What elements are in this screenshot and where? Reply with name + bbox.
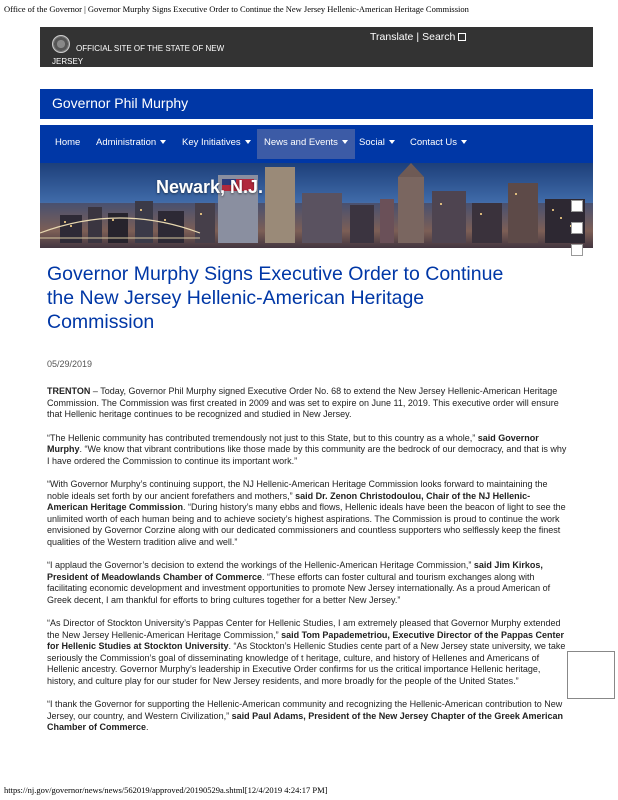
text: “As Director of Stockton University’s Pappas Center for Hellenic Studies, I am extremely pleased that Governor Murphy extended the New Jersey Hellenic-American Heritage Commission,” — [47, 618, 561, 640]
official-site-label[interactable] — [52, 40, 266, 66]
paragraph-1 — [47, 386, 567, 421]
article-date: 05/29/2019 — [47, 359, 93, 369]
text: “With Governor Murphy’s continuing support, the NJ Hellenic-American Heritage Commission looks forward to maintaining the noble ideals set forth by our ancient forefathers and mothers,” — [47, 479, 548, 501]
text: “I thank the Governor for supporting the Hellenic-American community and recognizing the Hellenic-American contribution to New Jersey, our country, and Western Civilization,” — [47, 699, 563, 721]
top-bar — [40, 27, 593, 67]
text: “I applaud the Governor’s decision to extend the workings of the Hellenic-American Heritage Commission,” — [47, 560, 474, 570]
skyline-image — [40, 163, 593, 248]
attribution: said Governor Murphy — [47, 432, 539, 454]
attribution: said Dr. Zenon Christodoulou, Chair of the NJ Hellenic-American Heritage Commission — [47, 490, 531, 512]
feedback-widget[interactable] — [567, 651, 615, 699]
state-seal-icon[interactable] — [52, 35, 70, 53]
text: . “These efforts can foster cultural and tourism exchanges along with facilitating economic development and investment opportunities to promote New Jersey internationally. As a proud American of Greek decent, I am thankful for efforts to bring cultures together for a better New Jersey.” — [47, 571, 551, 605]
text: . “We know that vibrant contributions like those made by this community are the bedrock of our democracy, and that is why I have ordered the Commission to continue its important work.” — [47, 444, 567, 466]
print-header: Office of the Governor | Governor Murphy Signs Executive Order to Continue the New Jersey Hellenic-American Heritage Commission — [4, 4, 469, 14]
nav-item-news-and-events[interactable] — [257, 129, 355, 159]
nav-item-administration[interactable] — [89, 129, 173, 159]
nav-item-contact-us[interactable] — [403, 129, 474, 159]
nav-item-home[interactable] — [48, 129, 87, 159]
search-link[interactable]: Search — [422, 31, 456, 43]
nav-label: Administration — [96, 137, 157, 148]
paragraph-6 — [47, 699, 567, 734]
nav-label: News and Events — [264, 137, 338, 148]
caret-down-icon — [160, 140, 166, 144]
banner-location: Newark, N.J. — [156, 177, 264, 197]
print-icon[interactable] — [571, 222, 583, 234]
text: – Today, Governor Phil Murphy signed Executive Order No. 68 to extend the New Jersey Hellenic-American Heritage Commission. The Commission was first created in 2009 and was set to expire on June 11, 2019. This executive order will ensure that Hellenic heritage continues to be recognized and studied in New Jersey. — [47, 386, 559, 419]
attribution: said Paul Adams, President of the New Jersey Chapter of the Greek American Chamber of Commerce — [47, 710, 564, 732]
nav-label: Home — [55, 137, 81, 148]
official-line-2: JERSEY — [52, 57, 84, 66]
text: . “As Stockton’s Hellenic Studies cente part of a New Jersey state university, we take seriously the Commission’s goal of disseminating knowledge of t heritage, culture, and history of Hellenes and Americans of Hellenic ancestry. Governor Murphy’s leadership in Executive Order confirms for us the critical importance Hellenic heritage, history, and culture play for our studer for New Jersey residents, and more broadly for the people of the United States.” — [47, 641, 566, 686]
top-tools — [370, 31, 466, 43]
search-icon[interactable] — [458, 33, 466, 41]
attribution: said Tom Papademetriou, Executive Director of the Pappas Center for Hellenic Studies at Stockton University — [47, 629, 564, 651]
email-icon[interactable] — [571, 244, 583, 256]
caret-down-icon — [342, 140, 348, 144]
paragraph-3 — [47, 479, 567, 548]
nav-label: Key Initiatives — [182, 137, 241, 148]
main-nav — [40, 125, 593, 163]
paragraph-2 — [47, 433, 567, 468]
nav-item-social[interactable] — [352, 129, 402, 159]
translate-link[interactable]: Translate — [370, 31, 414, 43]
share-icon[interactable] — [571, 200, 583, 212]
city-banner — [40, 163, 593, 248]
text: . “During history’s many ebbs and flows, Hellenic ideals have been the beacon of light to see the unlimited worth of each human being and to achieve society’s highest aspirations. The Commission is proud to continue the work envisioned by Governor Corzine along with our dedicated commissioners and countless supporters who selflessly keep the finest qualities of the Western tradition alive and well.” — [47, 502, 566, 547]
governor-bar — [40, 89, 593, 119]
text: . — [146, 722, 149, 732]
official-line-1: OFFICIAL SITE OF THE STATE OF NEW — [76, 44, 225, 53]
caret-down-icon — [389, 140, 395, 144]
nav-label: Contact Us — [410, 137, 457, 148]
share-toolbar — [571, 200, 583, 266]
caret-down-icon — [461, 140, 467, 144]
paragraph-4 — [47, 560, 567, 606]
governor-title-link[interactable]: Governor Phil Murphy — [52, 95, 189, 111]
tools-separator: | — [416, 31, 420, 43]
article-title: Governor Murphy Signs Executive Order to Continue the New Jersey Hellenic-American Heritage Commission — [47, 263, 504, 333]
attribution: said Jim Kirkos, President of Meadowlands Chamber of Commerce — [47, 560, 543, 582]
dateline: TRENTON — [47, 386, 91, 396]
print-footer: https://nj.gov/governor/news/news/562019/approved/20190529a.shtml[12/4/2019 4:24:17 PM] — [4, 785, 328, 795]
caret-down-icon — [245, 140, 251, 144]
paragraph-5 — [47, 618, 567, 687]
nav-label: Social — [359, 137, 385, 148]
article — [47, 262, 567, 734]
text: “The Hellenic community has contributed tremendously not just to this State, but to this country as a whole,” — [47, 432, 478, 443]
nav-item-key-initiatives[interactable] — [175, 129, 258, 159]
